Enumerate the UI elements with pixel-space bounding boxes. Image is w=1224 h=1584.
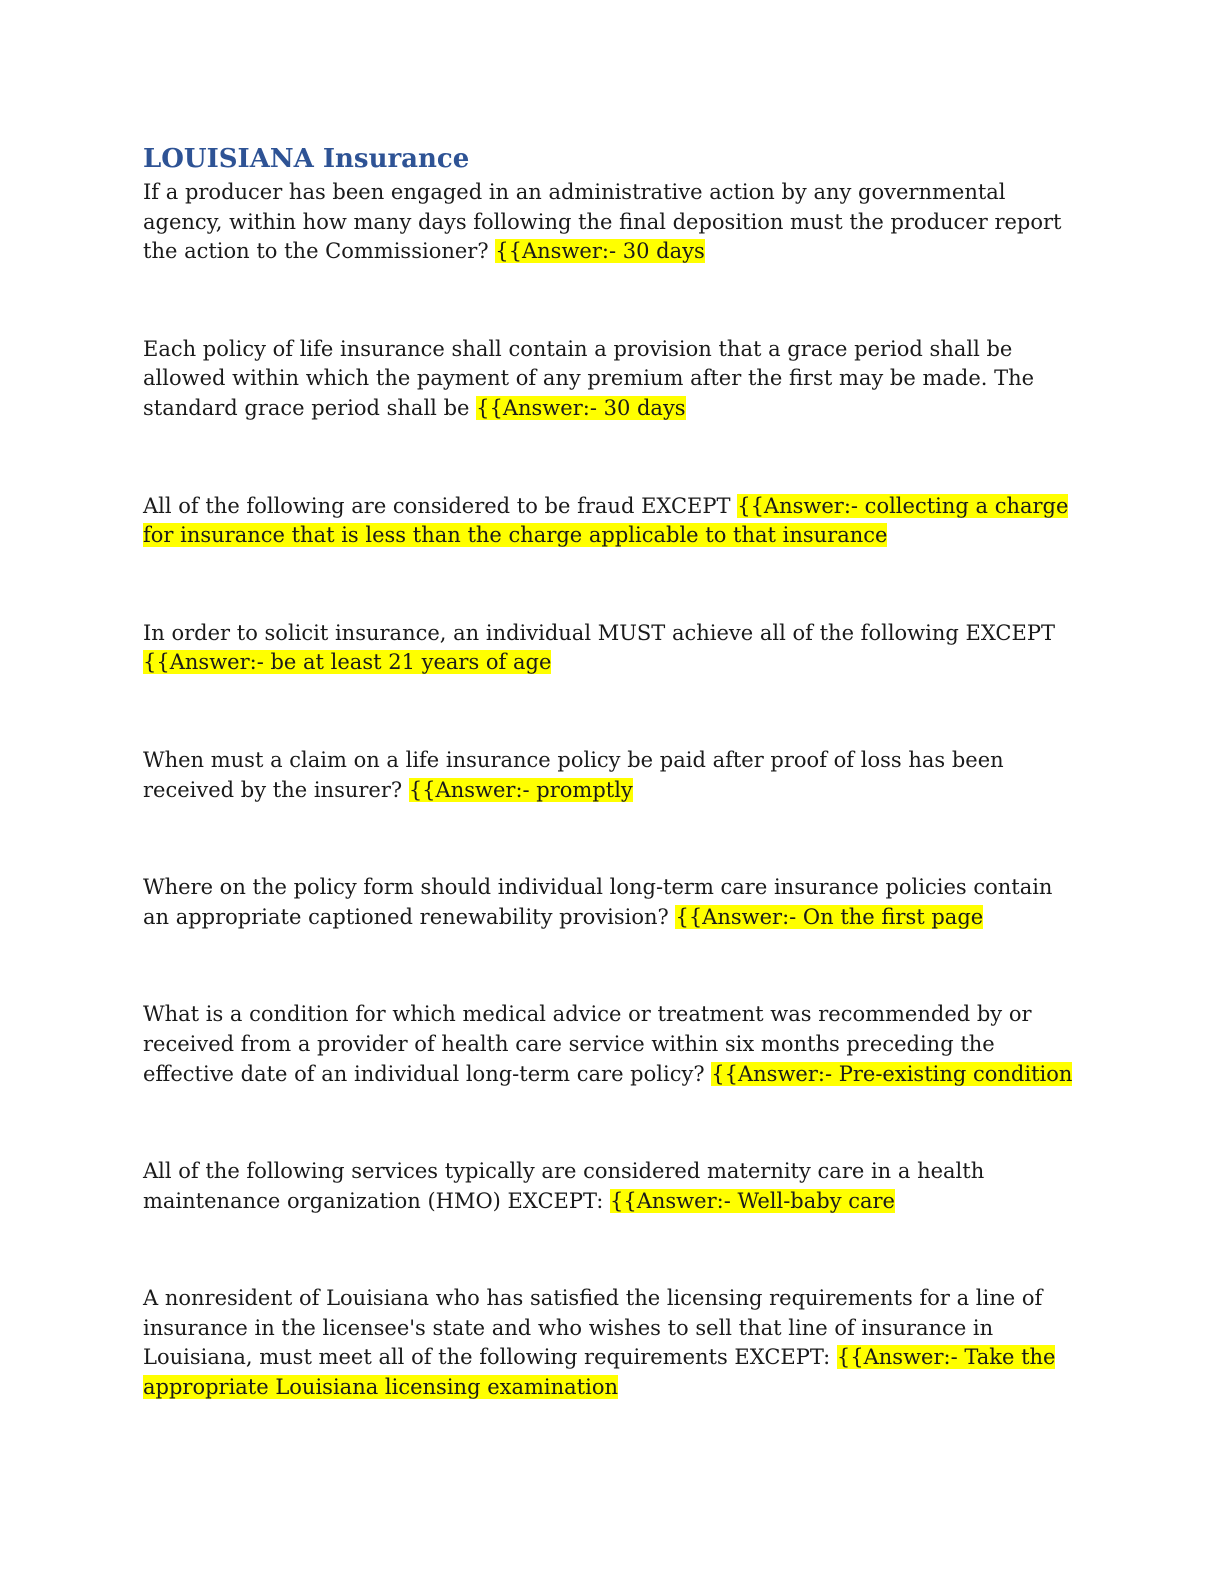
answer-highlight: {{Answer:- promptly <box>408 777 633 802</box>
question-text: In order to solicit insurance, an individual MUST achieve all of the following EXCEPT <box>143 620 1055 645</box>
answer-highlight: {{Answer:- be at least 21 years of age <box>143 650 552 675</box>
question-text: When must a claim on a life insurance policy be paid after proof of loss has been received by the insurer? <box>143 747 1004 802</box>
question-text: Each policy of life insurance shall contain a provision that a grace period shall be allowed within which the payment of any premium after the first may be made. The standard grace period shall be <box>143 336 1035 420</box>
answer-highlight: {{Answer:- 30 days <box>495 239 705 264</box>
answer-highlight: {{Answer:- On the first page <box>675 904 984 929</box>
qa-item <box>143 178 1073 267</box>
question-text: Where on the policy form should individual long-term care insurance policies contain an appropriate captioned renewability provision? <box>143 875 1053 929</box>
document-page <box>143 140 1073 1403</box>
question-text: If a producer has been engaged in an administrative action by any governmental agency, within how many days following the final deposition must the producer report the action to the Commissioner? <box>143 180 1062 264</box>
answer-highlight: {{Answer:- Well-baby care <box>609 1188 895 1213</box>
answer-highlight: {{Answer:- 30 days <box>476 395 686 420</box>
document-title: LOUISIANA Insurance <box>143 144 470 174</box>
qa-item <box>143 746 1073 805</box>
question-text: All of the following are considered to be fraud EXCEPT <box>143 493 738 518</box>
qa-item <box>143 1000 1073 1089</box>
answer-highlight: {{Answer:- Pre-existing condition <box>711 1061 1073 1086</box>
question-text: What is a condition for which medical advice or treatment was recommended by or received from a provider of health care service within six months preceding the effective date of an individual long-term care policy? <box>143 1002 1032 1086</box>
answer-highlight: {{Answer:- Take the appropriate Louisiana licensing examination <box>143 1345 1056 1400</box>
qa-item <box>143 873 1073 932</box>
answer-highlight: {{Answer:- collecting a charge for insurance that is less than the charge applicable to that insurance <box>143 493 1069 548</box>
question-text: A nonresident of Louisiana who has satisfied the licensing requirements for a line of insurance in the licensee's state and who wishes to sell that line of insurance in Louisiana, must meet all of the following requirements EXCEPT: <box>143 1286 1043 1370</box>
qa-item <box>143 1157 1073 1216</box>
qa-item <box>143 619 1073 678</box>
qa-item <box>143 492 1073 551</box>
qa-item <box>143 335 1073 424</box>
qa-item <box>143 1284 1073 1402</box>
question-text: All of the following services typically are considered maternity care in a health maintenance organization (HMO) EXCEPT: <box>143 1159 985 1213</box>
